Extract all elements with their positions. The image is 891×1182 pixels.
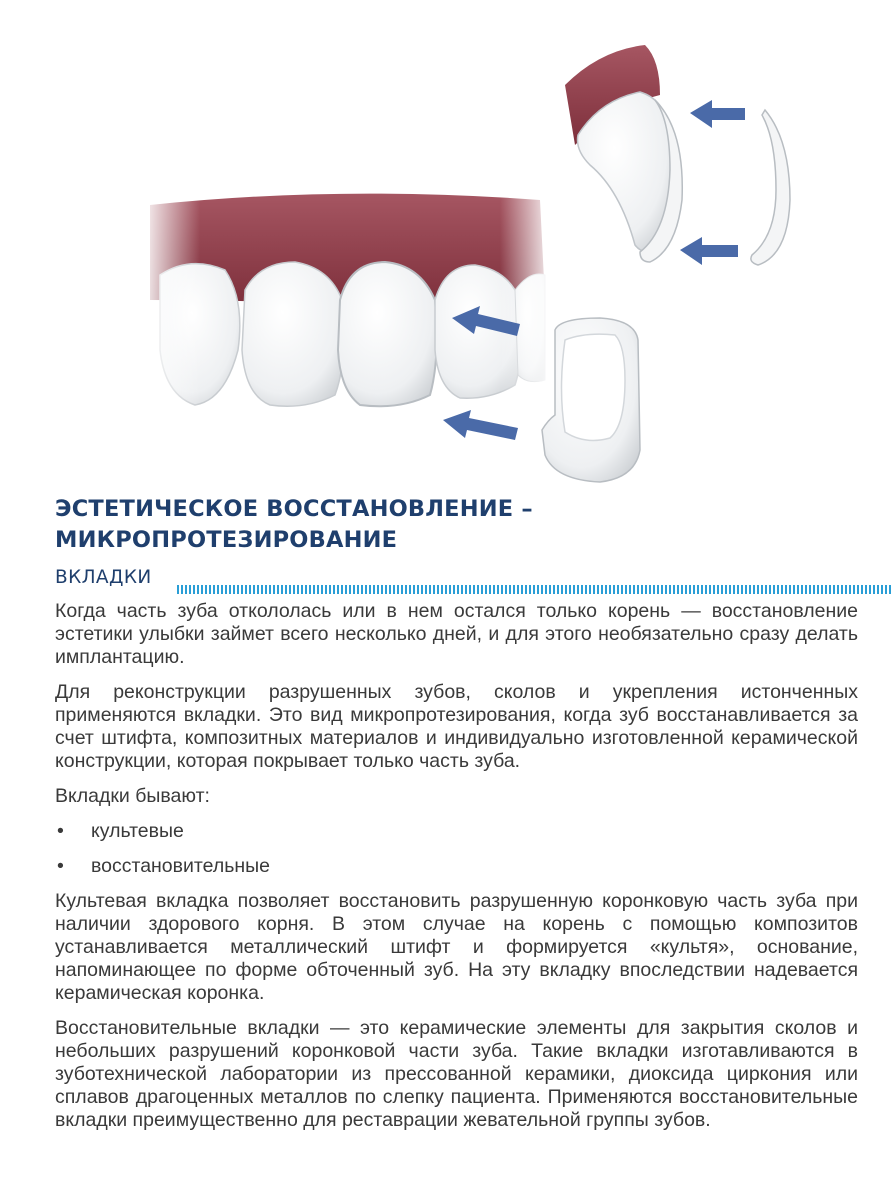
single-tooth-veneer [565,45,682,262]
bullet-icon: • [57,855,64,877]
paragraph: Культевая вкладка позволяет восстановить разрушенную коронковую часть зуба при наличии здорового корня. В этом случае на корень с помощью композитов устанавливается металлический штифт и формируется «культя», основание, напоминающее по форме обточенный зуб. На эту вкладку впоследствии надевается керамическая коронка. [55,890,858,1004]
page-title [55,494,855,556]
veneer-shell [751,110,790,265]
title-line: ЭСТЕТИЧЕСКОЕ ВОССТАНОВЛЕНИЕ – [55,496,533,522]
list-item-label: восстановительные [91,855,270,877]
dental-illustration [0,0,891,490]
inlay-types-list [55,820,858,878]
paragraph: Для реконструкции разрушенных зубов, сколов и укрепления истонченных применяются вкладки. Это вид микропротезирования, когда зуб восстанавливается за счет штифта, композитных материалов и индивидуально изготовленной керамической конструкции, которая покрывает только часть зуба. [55,681,858,772]
list-item [55,820,858,843]
list-item-label: культевые [91,820,184,842]
title-line: МИКРОПРОТЕЗИРОВАНИЕ [55,527,398,553]
bullet-icon: • [57,820,64,842]
paragraph: Вкладки бывают: [55,785,210,807]
list-item [55,855,858,878]
section-header [55,565,891,595]
inlay-piece [542,318,640,482]
paragraph: Когда часть зуба откололась или в нем остался только корень — восстановление эстетики улыбки займет всего несколько дней, и для этого необязательно сразу делать имплантацию. [55,600,858,668]
dotted-divider [177,585,891,594]
paragraph: Восстановительные вкладки — это керамические элементы для закрытия сколов и небольших разрушений коронковой части зуба. Такие вкладки изготавливаются в зуботехнической лаборатории из прессованной керамики, диоксида циркония или сплавов драгоценных металлов по слепку пациента. Применяются восстановительные вкладки преимущественно для реставрации жевательной группы зубов. [55,1017,858,1131]
section-label: ВКЛАДКИ [55,567,152,588]
article-body [55,600,858,1144]
